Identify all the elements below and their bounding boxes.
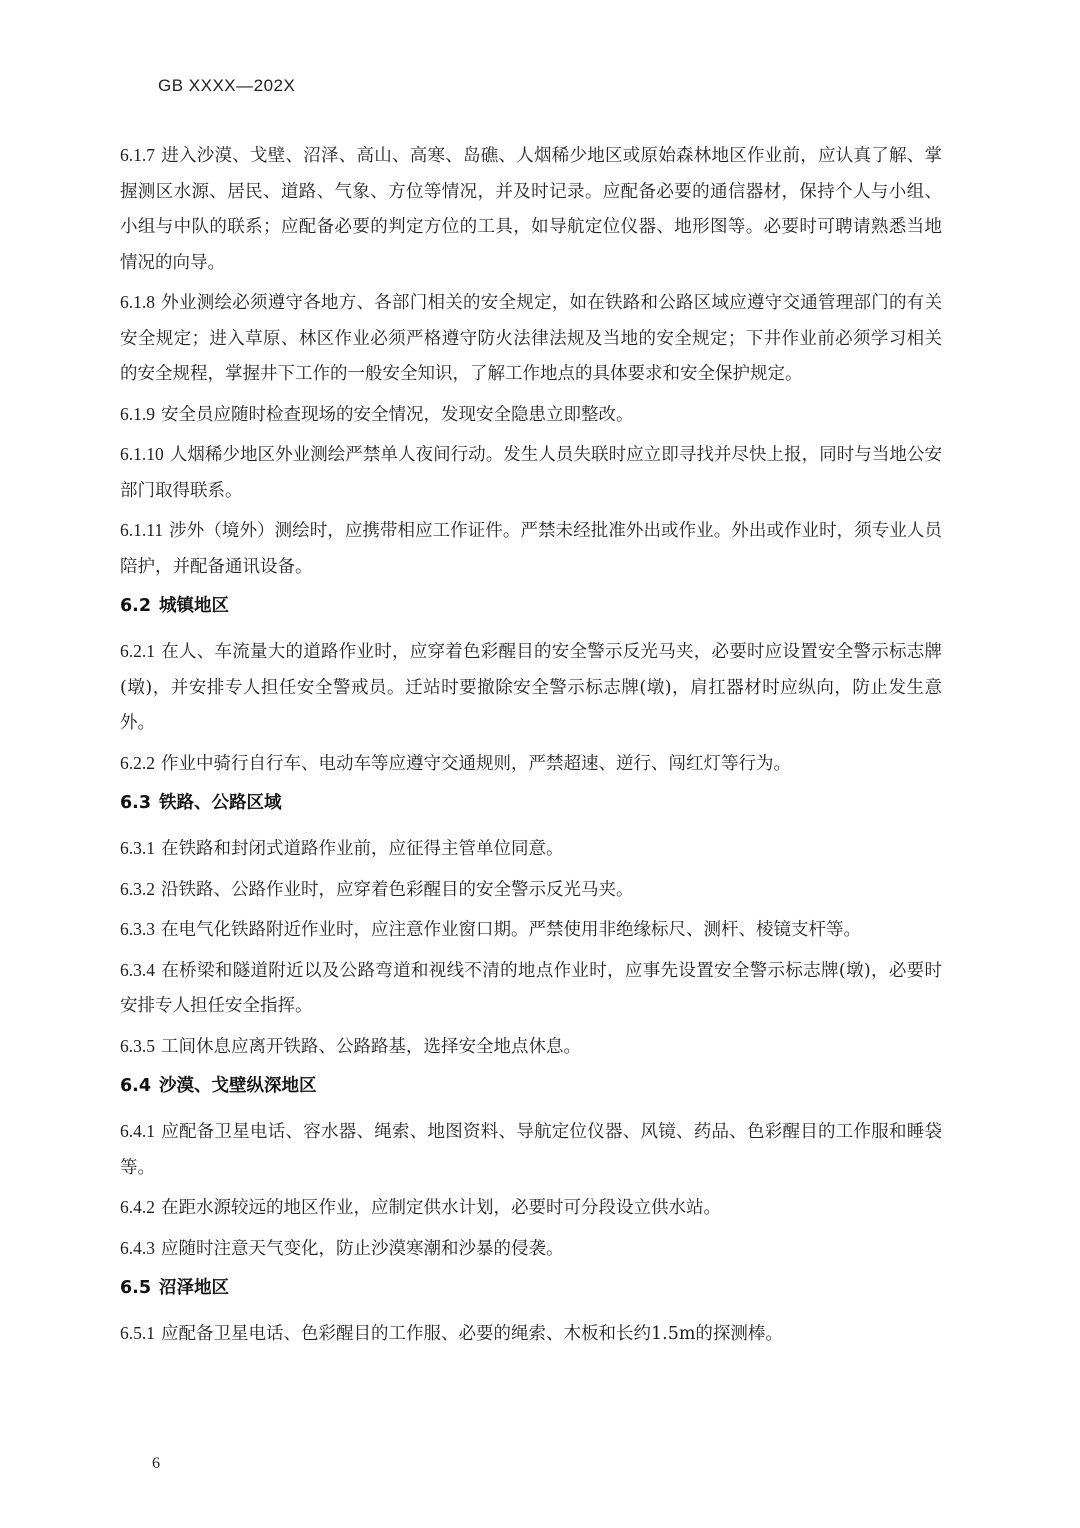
doc-header: GB XXXX—202X: [158, 76, 296, 95]
clause-number: 6.1.7: [120, 145, 155, 165]
clause-number: 6.3.4: [120, 959, 155, 980]
clause-number: 6.1.8: [120, 292, 155, 312]
section-number: 6.2: [120, 596, 152, 616]
clause-text: 应随时注意天气变化，防止沙漠寒潮和沙暴的侵袭。: [161, 1238, 564, 1259]
clause-6-3-4: [120, 953, 942, 1025]
clause-6-4-1: [120, 1114, 942, 1186]
clause-6-5-1: [120, 1316, 942, 1353]
clause-number: 6.3.5: [120, 1035, 155, 1056]
clause-6-1-8: [120, 285, 942, 393]
clause-number: 6.1.9: [120, 403, 155, 424]
clause-6-1-11: [120, 513, 942, 585]
clause-text: 在电气化铁路附近作业时，应注意作业窗口期。严禁使用非绝缘标尺、测杆、棱镜支杆等。: [161, 920, 861, 940]
clause-6-1-10: [120, 437, 942, 509]
clause-text: 在人、车流量大的道路作业时，应穿着色彩醒目的安全警示反光马夹，必要时应设置安全警示标志牌(墩)，并安排专人担任安全警戒员。迁站时要撤除安全警示标志牌(墩)，肩扛器材时应纵向，防止发生意外。: [120, 642, 942, 733]
clause-number: 6.3.1: [120, 838, 155, 858]
clause-6-1-9: [120, 397, 942, 434]
clause-number: 6.2.2: [120, 752, 155, 773]
clause-text: 作业中骑行自行车、电动车等应遵守交通规则，严禁超速、逆行、闯红灯等行为。: [161, 753, 791, 774]
section-heading-6-3: [120, 786, 942, 821]
section-number: 6.3: [120, 793, 152, 813]
section-heading-6-4: [120, 1069, 942, 1104]
clause-6-1-7: [120, 138, 942, 281]
document-body: [120, 138, 942, 1357]
section-heading-6-2: [120, 589, 942, 624]
clause-number: 6.3.2: [120, 878, 155, 899]
section-number: 6.4: [120, 1076, 152, 1096]
clause-text: 安全员应随时检查现场的安全情况，发现安全隐患立即整改。: [161, 404, 634, 425]
clause-text: 沿铁路、公路作业时，应穿着色彩醒目的安全警示反光马夹。: [161, 879, 634, 900]
clause-6-3-1: [120, 831, 942, 868]
clause-number: 6.5.1: [120, 1323, 155, 1343]
clause-6-3-2: [120, 872, 942, 909]
clause-6-4-3: [120, 1231, 942, 1268]
clause-text: 在铁路和封闭式道路作业前，应征得主管单位同意。: [161, 839, 564, 859]
clause-number: 6.4.2: [120, 1197, 155, 1217]
clause-text: 应配备卫星电话、容水器、绳索、地图资料、导航定位仪器、风镜、药品、色彩醒目的工作服和睡袋等。: [120, 1122, 942, 1178]
section-title: 城镇地区: [159, 596, 230, 616]
clause-number: 6.2.1: [120, 641, 155, 661]
clause-text: 工间休息应离开铁路、公路路基，选择安全地点休息。: [161, 1036, 581, 1057]
clause-number: 6.4.1: [120, 1121, 155, 1141]
section-title: 铁路、公路区域: [159, 793, 282, 813]
clause-6-4-2: [120, 1190, 942, 1227]
section-title: 沼泽地区: [159, 1278, 230, 1298]
clause-text: 在桥梁和隧道附近以及公路弯道和视线不清的地点作业时，应事先设置安全警示标志牌(墩)，必要时安排专人担任安全指挥。: [120, 960, 942, 1016]
clause-number: 6.3.3: [120, 919, 155, 939]
section-heading-6-5: [120, 1271, 942, 1306]
clause-text: 在距水源较远的地区作业，应制定供水计划，必要时可分段设立供水站。: [161, 1198, 721, 1218]
clause-text: 进入沙漠、戈壁、沼泽、高山、高寒、岛礁、人烟稀少地区或原始森林地区作业前，应认真了解、掌握测区水源、居民、道路、气象、方位等情况，并及时记录。应配备必要的通信器材，保持个人与小组、小组与中队的联系；应配备必要的判定方位的工具，如导航定位仪器、地形图等。必要时可聘请熟悉当地情况的向导。: [120, 146, 942, 273]
section-number: 6.5: [120, 1278, 152, 1298]
clause-number: 6.1.10: [120, 444, 164, 464]
clause-6-2-1: [120, 634, 942, 742]
clause-6-3-3: [120, 912, 942, 949]
clause-text: 人烟稀少地区外业测绘严禁单人夜间行动。发生人员失联时应立即寻找并尽快上报，同时与当地公安部门取得联系。: [120, 445, 942, 501]
clause-6-3-5: [120, 1029, 942, 1066]
page-number: 6: [152, 1455, 160, 1472]
clause-text: 涉外（境外）测绘时，应携带相应工作证件。严禁未经批准外出或作业。外出或作业时，须专业人员陪护，并配备通讯设备。: [120, 521, 942, 577]
clause-6-2-2: [120, 746, 942, 783]
clause-number: 6.1.11: [120, 520, 164, 540]
section-title: 沙漠、戈壁纵深地区: [159, 1076, 317, 1096]
clause-number: 6.4.3: [120, 1237, 155, 1258]
clause-text: 外业测绘必须遵守各地方、各部门相关的安全规定，如在铁路和公路区域应遵守交通管理部门的有关安全规定；进入草原、林区作业必须严格遵守防火法律法规及当地的安全规定；下井作业前必须学习相关的安全规程，掌握井下工作的一般安全知识，了解工作地点的具体要求和安全保护规定。: [120, 293, 942, 384]
clause-text: 应配备卫星电话、色彩醒目的工作服、必要的绳索、木板和长约1.5m的探测棒。: [161, 1324, 783, 1344]
